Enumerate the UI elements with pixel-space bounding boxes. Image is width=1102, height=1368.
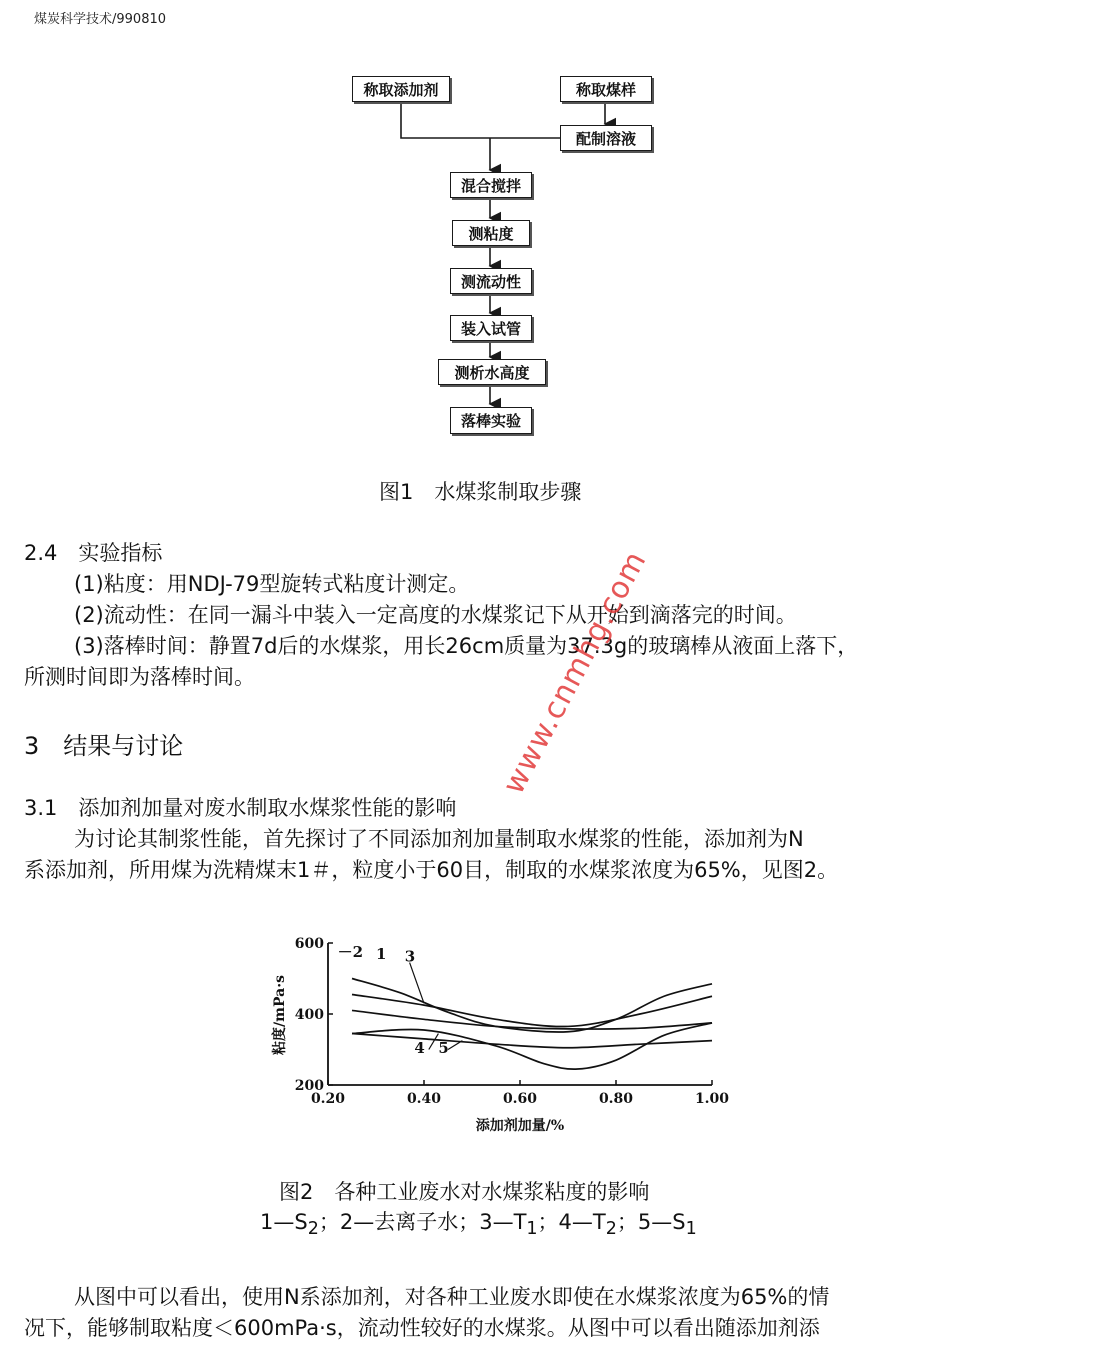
chart-y-tick-label: 600 [294,936,324,952]
figure-2-legend-line [260,1206,697,1239]
chart-x-axis-label: 添加剂加量/% [475,1118,565,1134]
paragraph-line: (2)流动性：在同一漏斗中装入一定高度的水煤浆记下从开始到滴落完的时间。 [74,603,797,627]
section-2-4-heading: 2.4 实验指标 [24,541,163,565]
chart-x-tick-label: 0.20 [310,1091,346,1107]
paragraph-line: (3)落棒时间：静置7d后的水煤浆，用长26cm质量为37.3g的玻璃棒从液面上落下， [74,634,859,658]
paragraph-line: 为讨论其制浆性能，首先探讨了不同添加剂加量制取水煤浆的性能，添加剂为N [74,827,804,851]
flow-box-weigh-additive: 称取添加剂 [352,76,450,102]
paragraph-line: 所测时间即为落棒时间。 [24,665,255,689]
paragraph-line: 从图中可以看出，使用N系添加剂，对各种工业废水即使在水煤浆浓度为65%的情 [74,1285,830,1309]
chart-curve-labels [338,943,463,1057]
chart-curve-label: 3 [404,947,416,966]
paragraph-line: (1)粘度：用NDJ-79型旋转式粘度计测定。 [74,572,470,596]
legend-subscript: 1 [685,1219,697,1240]
legend-subscript: 2 [307,1219,319,1240]
watermark-text: www.cnmhg.com [496,545,654,800]
chart-series-line-5 [352,1034,712,1048]
chart-y-axis-label: 粘度/mPa·s [272,975,288,1055]
flow-box-rod-drop-test: 落棒实验 [450,407,532,434]
chart-x-tick-label: 0.80 [598,1091,634,1107]
running-header: 煤炭科学技术/990810 [34,12,167,27]
chart-curve-label: 1 [376,944,387,963]
flow-box-weigh-coal: 称取煤样 [560,76,652,102]
flow-box-load-tube: 装入试管 [450,315,532,341]
flow-box-mix-stir: 混合搅拌 [450,172,532,198]
chart-curve-label: 5 [438,1039,449,1058]
figure-2-caption: 图2 各种工业废水对水煤浆粘度的影响 [279,1180,650,1204]
legend-key: 1—S [260,1210,308,1234]
connector-additive-to-solution [401,101,560,138]
figure-1-caption: 图1 水煤浆制取步骤 [379,480,582,504]
legend-key: ；2—去离子水；3—T [318,1210,527,1234]
chart-series-line-3 [352,1010,712,1029]
paragraph-line: 况下，能够制取粘度＜600mPa·s，流动性较好的水煤浆。从图中可以看出随添加剂添 [24,1316,820,1340]
chart-y-tick-label: 200 [294,1078,324,1094]
flow-box-prepare-solution: 配制溶液 [560,125,652,151]
section-3-heading: 3 结果与讨论 [24,732,184,760]
figure-2-chart [260,925,760,1140]
legend-key: ；5—S [616,1210,686,1234]
legend-key: ；4—T [537,1210,606,1234]
paragraph-line: 系添加剂，所用煤为洗精煤末1＃，粒度小于60目，制取的水煤浆浓度为65%，见图2。 [24,858,839,882]
chart-x-tick-label: 0.60 [502,1091,538,1107]
legend-subscript: 2 [605,1219,617,1240]
chart-curve-label: －2 [337,943,364,962]
flowchart-connectors [0,0,1102,460]
chart-curve-label: 4 [414,1039,425,1058]
chart-y-tick-label: 400 [294,1007,324,1023]
chart-label-leader [429,1034,439,1050]
flow-box-measure-water-height: 测析水高度 [438,359,546,385]
chart-x-tick-label: 1.00 [694,1091,730,1107]
section-3-1-heading: 3.1 添加剂加量对废水制取水煤浆性能的影响 [24,796,457,820]
chart-series [352,979,712,1070]
flow-box-measure-viscosity: 测粘度 [452,220,530,246]
legend-subscript: 1 [526,1219,538,1240]
flow-box-measure-fluidity: 测流动性 [450,268,532,294]
chart-x-tick-label: 0.40 [406,1091,442,1107]
